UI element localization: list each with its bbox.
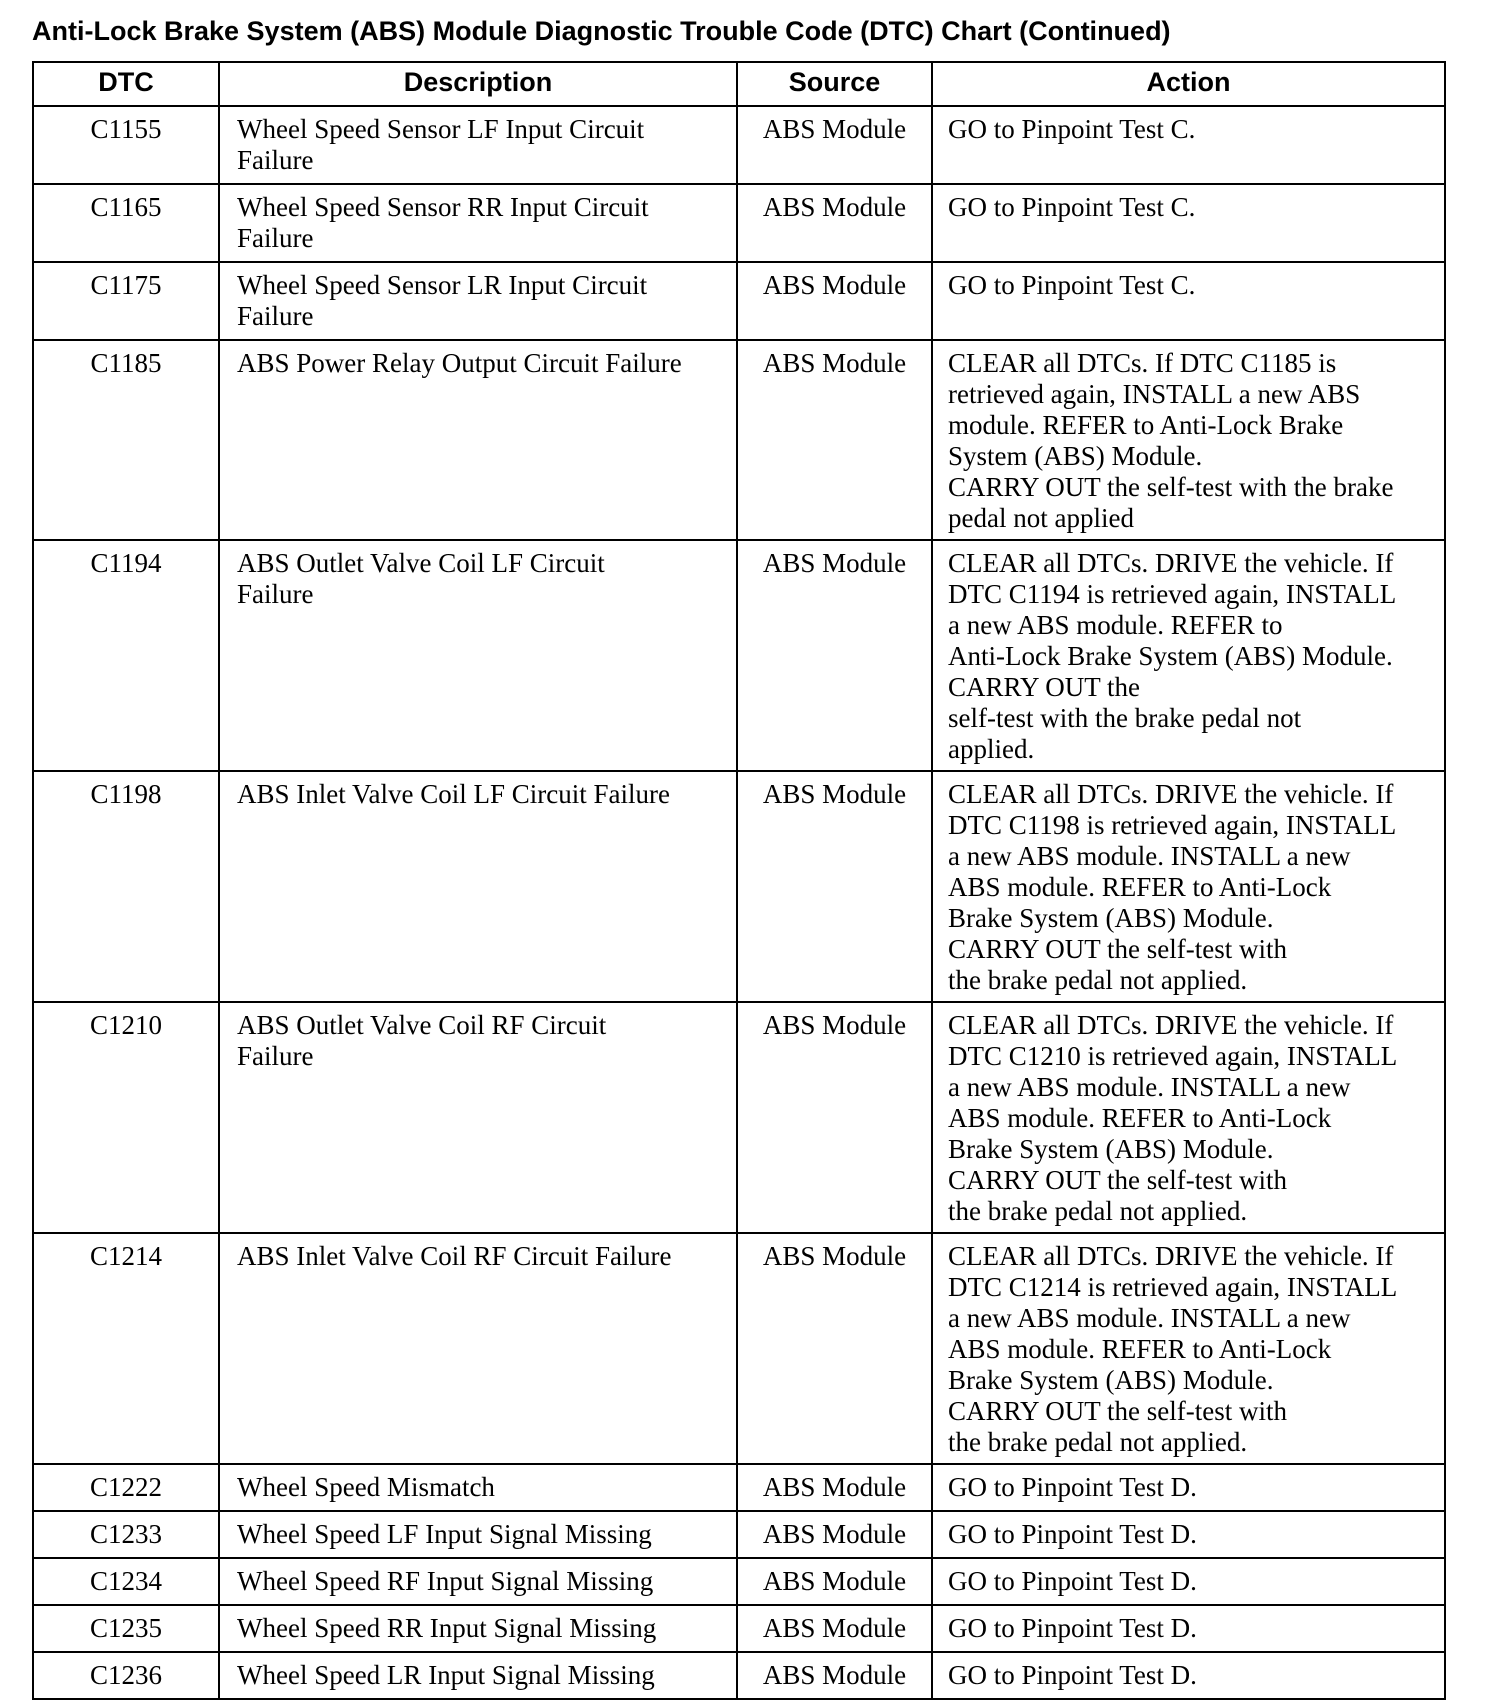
action-cell [932,340,1445,540]
page-title: Anti-Lock Brake System (ABS) Module Diagnostic Trouble Code (DTC) Chart (Continued) [32,16,1171,46]
action-line: Brake System (ABS) Module. [948,1134,1274,1164]
description-cell [219,1558,737,1605]
action-line: CLEAR all DTCs. DRIVE the vehicle. If [948,1241,1394,1271]
dtc-code-cell: C1214 [33,1233,219,1464]
source-cell: ABS Module [737,1002,932,1233]
action-cell [932,1002,1445,1233]
source-cell: ABS Module [737,540,932,771]
action-cell [932,1511,1445,1558]
action-line: Anti-Lock Brake System (ABS) Module. [948,641,1393,671]
action-line: DTC C1210 is retrieved again, INSTALL [948,1041,1398,1071]
dtc-code-cell: C1194 [33,540,219,771]
action-line: pedal not applied [948,503,1134,533]
action-line: a new ABS module. REFER to [948,610,1283,640]
action-line: CLEAR all DTCs. DRIVE the vehicle. If [948,1010,1394,1040]
description-cell [219,1605,737,1652]
action-line: module. REFER to Anti-Lock Brake [948,410,1344,440]
dtc-code-cell: C1210 [33,1002,219,1233]
source-cell: ABS Module [737,262,932,340]
header-source: Source [737,62,932,106]
action-line: the brake pedal not applied. [948,965,1248,995]
description-line: Failure [237,301,314,331]
action-cell [932,1652,1445,1699]
action-line: CARRY OUT the self-test with [948,934,1287,964]
action-line: DTC C1214 is retrieved again, INSTALL [948,1272,1398,1302]
description-line: Wheel Speed LR Input Signal Missing [237,1660,655,1690]
action-line: CLEAR all DTCs. DRIVE the vehicle. If [948,779,1394,809]
table-row [33,1652,1445,1699]
description-line: ABS Power Relay Output Circuit Failure [237,348,682,378]
action-line: a new ABS module. INSTALL a new [948,841,1351,871]
dtc-code-cell: C1175 [33,262,219,340]
description-line: ABS Inlet Valve Coil RF Circuit Failure [237,1241,672,1271]
action-line: GO to Pinpoint Test C. [948,192,1196,222]
table-row [33,1605,1445,1652]
action-line: CARRY OUT the self-test with [948,1165,1287,1195]
action-cell [932,540,1445,771]
dtc-code-cell: C1155 [33,106,219,184]
description-cell [219,262,737,340]
table-row [33,1464,1445,1511]
description-line: Failure [237,145,314,175]
action-line: System (ABS) Module. [948,441,1203,471]
description-line: Failure [237,1041,314,1071]
action-cell [932,1233,1445,1464]
description-line: Wheel Speed Sensor LF Input Circuit [237,114,645,144]
action-line: Brake System (ABS) Module. [948,1365,1274,1395]
action-line: CARRY OUT the [948,672,1141,702]
description-cell [219,106,737,184]
dtc-code-cell: C1234 [33,1558,219,1605]
dtc-code-cell: C1233 [33,1511,219,1558]
table-row [33,1233,1445,1464]
table-row [33,1511,1445,1558]
source-cell: ABS Module [737,1511,932,1558]
action-line: a new ABS module. INSTALL a new [948,1303,1351,1333]
action-line: DTC C1198 is retrieved again, INSTALL [948,810,1397,840]
description-cell [219,1464,737,1511]
action-cell [932,771,1445,1002]
description-line: Wheel Speed RR Input Signal Missing [237,1613,657,1643]
action-line: ABS module. REFER to Anti-Lock [948,872,1332,902]
action-line: GO to Pinpoint Test D. [948,1519,1197,1549]
description-line: ABS Inlet Valve Coil LF Circuit Failure [237,779,670,809]
source-cell: ABS Module [737,1652,932,1699]
dtc-code-cell: C1236 [33,1652,219,1699]
action-line: ABS module. REFER to Anti-Lock [948,1334,1332,1364]
action-line: GO to Pinpoint Test C. [948,114,1196,144]
action-line: Brake System (ABS) Module. [948,903,1274,933]
dtc-code-cell: C1198 [33,771,219,1002]
dtc-code-cell: C1222 [33,1464,219,1511]
action-line: the brake pedal not applied. [948,1196,1248,1226]
description-line: Wheel Speed LF Input Signal Missing [237,1519,652,1549]
action-line: CARRY OUT the self-test with [948,1396,1287,1426]
description-line: Wheel Speed Sensor LR Input Circuit [237,270,648,300]
table-row [33,184,1445,262]
action-line: ABS module. REFER to Anti-Lock [948,1103,1332,1133]
source-cell: ABS Module [737,340,932,540]
dtc-code-cell: C1235 [33,1605,219,1652]
dtc-code-cell: C1165 [33,184,219,262]
table-body [33,106,1445,1699]
action-line: CLEAR all DTCs. If DTC C1185 is [948,348,1337,378]
source-cell: ABS Module [737,106,932,184]
action-line: GO to Pinpoint Test D. [948,1566,1197,1596]
description-cell [219,540,737,771]
description-cell [219,1233,737,1464]
action-line: GO to Pinpoint Test D. [948,1613,1197,1643]
description-line: Wheel Speed RF Input Signal Missing [237,1566,654,1596]
action-cell [932,1464,1445,1511]
action-line: applied. [948,734,1035,764]
description-cell [219,1652,737,1699]
description-line: Failure [237,223,314,253]
source-cell: ABS Module [737,1233,932,1464]
description-cell [219,340,737,540]
action-cell [932,106,1445,184]
source-cell: ABS Module [737,1605,932,1652]
action-cell [932,1558,1445,1605]
table-row [33,106,1445,184]
description-cell [219,771,737,1002]
source-cell: ABS Module [737,184,932,262]
source-cell: ABS Module [737,1558,932,1605]
description-cell [219,184,737,262]
description-line: ABS Outlet Valve Coil RF Circuit [237,1010,607,1040]
action-cell [932,1605,1445,1652]
action-line: retrieved again, INSTALL a new ABS [948,379,1361,409]
description-line: Wheel Speed Mismatch [237,1472,495,1502]
table-row [33,262,1445,340]
action-line: GO to Pinpoint Test D. [948,1660,1197,1690]
description-line: Failure [237,579,314,609]
description-line: ABS Outlet Valve Coil LF Circuit [237,548,605,578]
table-row [33,540,1445,771]
header-description: Description [219,62,737,106]
action-line: a new ABS module. INSTALL a new [948,1072,1351,1102]
table-row [33,1002,1445,1233]
table-row [33,340,1445,540]
dtc-code-cell: C1185 [33,340,219,540]
dtc-chart-table [32,61,1446,1700]
description-cell [219,1002,737,1233]
table-row [33,1558,1445,1605]
description-cell [219,1511,737,1558]
action-cell [932,184,1445,262]
source-cell: ABS Module [737,1464,932,1511]
action-line: the brake pedal not applied. [948,1427,1248,1457]
action-line: CLEAR all DTCs. DRIVE the vehicle. If [948,548,1394,578]
description-line: Wheel Speed Sensor RR Input Circuit [237,192,649,222]
header-dtc: DTC [33,62,219,106]
source-cell: ABS Module [737,771,932,1002]
action-line: DTC C1194 is retrieved again, INSTALL [948,579,1397,609]
action-cell [932,262,1445,340]
action-line: CARRY OUT the self-test with the brake [948,472,1394,502]
action-line: GO to Pinpoint Test D. [948,1472,1197,1502]
header-action: Action [932,62,1445,106]
table-header-row [33,62,1445,106]
action-line: GO to Pinpoint Test C. [948,270,1196,300]
action-line: self-test with the brake pedal not [948,703,1302,733]
table-row [33,771,1445,1002]
